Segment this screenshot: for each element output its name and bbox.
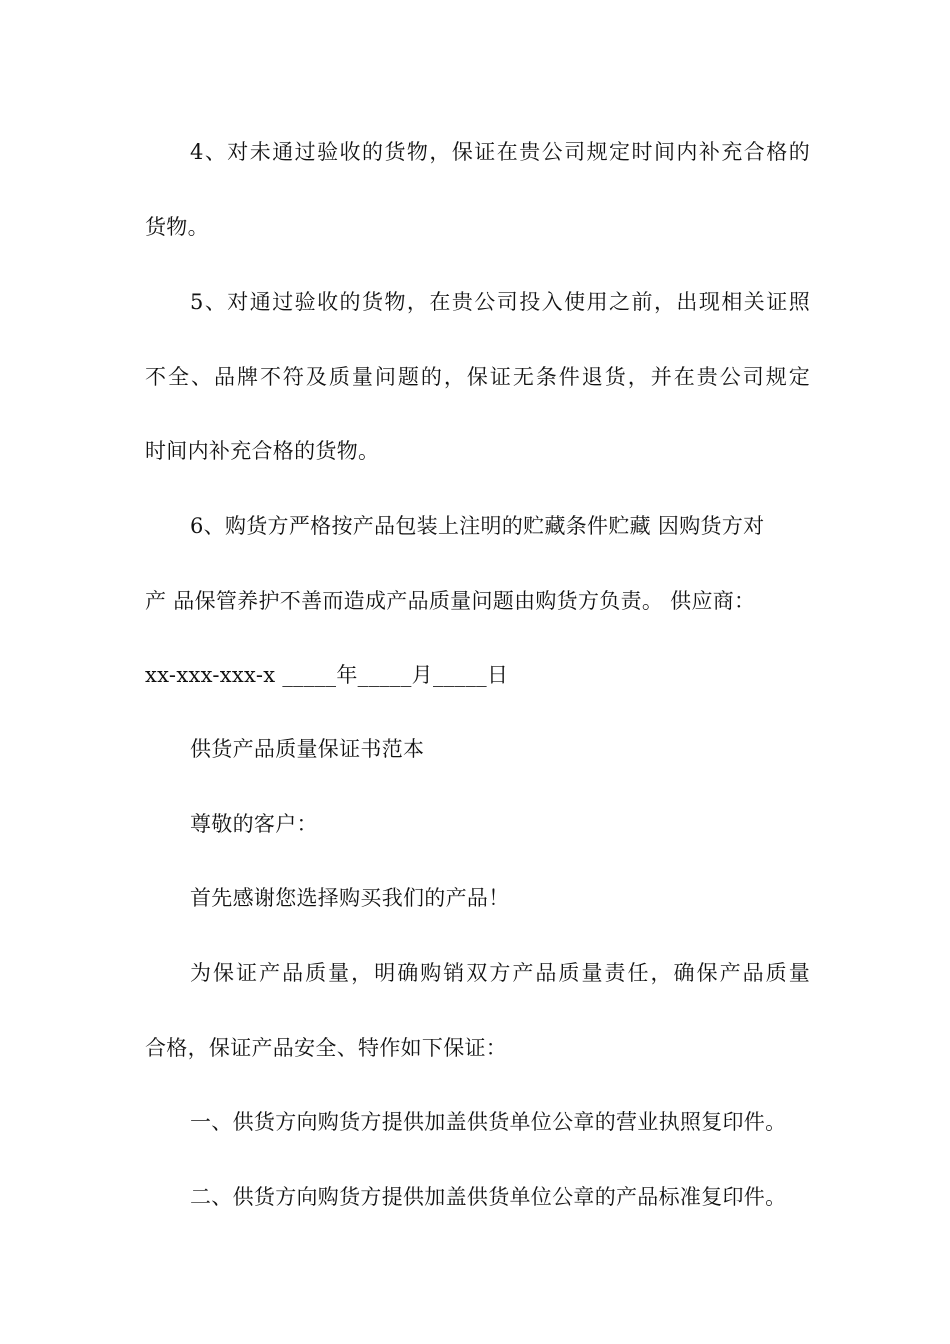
guarantee-item-2: 二、供货方向购货方提供加盖供货单位公章的产品标准复印件。: [190, 1185, 787, 1209]
clause-5-line-1: 5、对通过验收的货物，在贵公司投入使用之前，出现相关证照: [190, 290, 810, 314]
purpose-line-1: 为保证产品质量，明确购销双方产品质量责任，确保产品质量: [190, 961, 810, 985]
clause-4-line-1: 4、对未通过验收的货物，保证在贵公司规定时间内补充合格的: [190, 140, 810, 164]
clause-6-line-1: 6、购货方严格按产品包装上注明的贮藏条件贮藏 因购货方对: [190, 514, 765, 538]
purpose-line-2: 合格，保证产品安全、特作如下保证：: [145, 1036, 508, 1060]
signature-date-line: xx-xxx-xxx-x _____年_____月_____日: [145, 663, 509, 687]
clause-5-line-3: 时间内补充合格的货物。: [145, 439, 380, 463]
section-title: 供货产品质量保证书范本: [190, 737, 425, 761]
guarantee-item-1: 一、供货方向购货方提供加盖供货单位公章的营业执照复印件。: [190, 1110, 787, 1134]
clause-5-line-2: 不全、品牌不符及质量问题的，保证无条件退货，并在贵公司规定: [145, 365, 810, 389]
clause-4-line-2: 货物。: [145, 215, 209, 239]
thanks-line: 首先感谢您选择购买我们的产品！: [190, 886, 510, 910]
salutation: 尊敬的客户：: [190, 812, 318, 836]
clause-6-line-2: 产 品保管养护不善而造成产品质量问题由购货方负责。 供应商：: [145, 589, 756, 613]
